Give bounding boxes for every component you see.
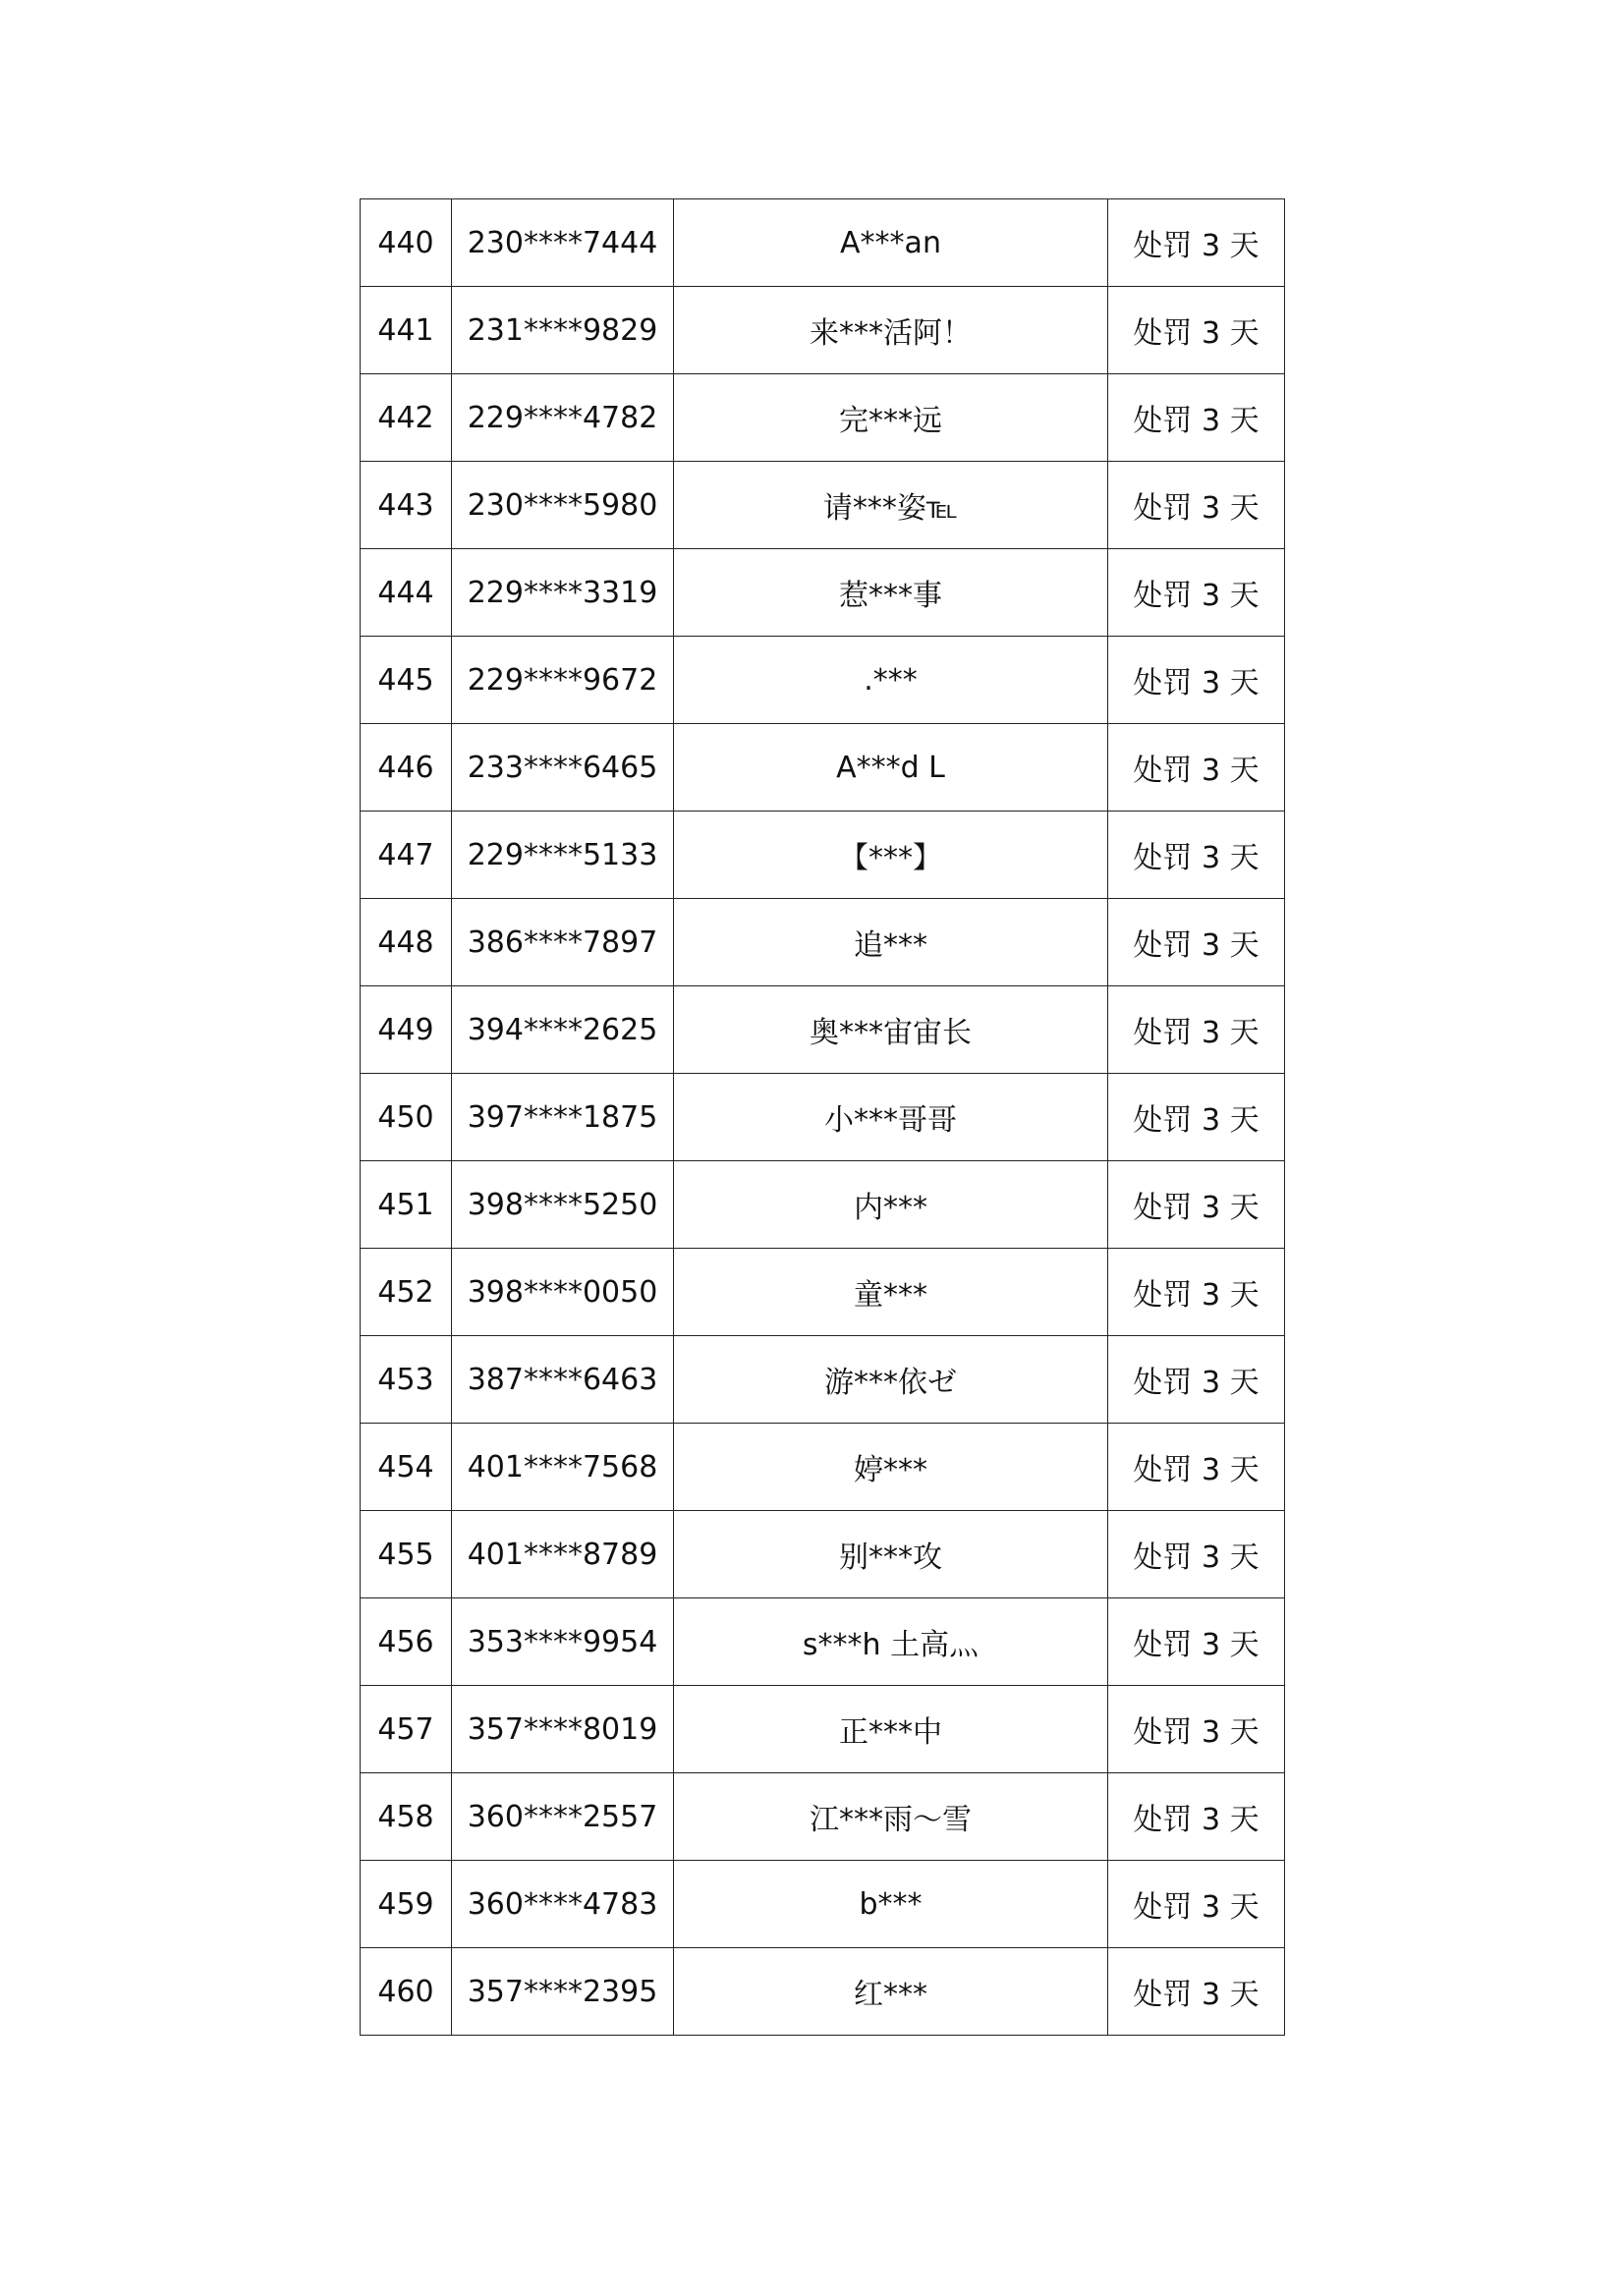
nickname-cell: .***	[674, 637, 1108, 724]
nickname-cell: 别***攻	[674, 1511, 1108, 1598]
penalty-result-cell: 处罚 3 天	[1108, 1249, 1285, 1336]
penalty-result-cell: 处罚 3 天	[1108, 199, 1285, 287]
table-row	[361, 287, 1285, 374]
nickname-cell: b***	[674, 1861, 1108, 1948]
table-row	[361, 812, 1285, 899]
table-row	[361, 1424, 1285, 1511]
table-row	[361, 1861, 1285, 1948]
nickname-cell: 内***	[674, 1161, 1108, 1249]
table-row	[361, 199, 1285, 287]
penalty-result-cell: 处罚 3 天	[1108, 1948, 1285, 2036]
table-row	[361, 1686, 1285, 1773]
user-id-cell: 353****9954	[452, 1598, 674, 1686]
row-index-cell: 451	[361, 1161, 452, 1249]
table-row	[361, 1249, 1285, 1336]
row-index-cell: 445	[361, 637, 452, 724]
penalty-result-cell: 处罚 3 天	[1108, 1424, 1285, 1511]
user-id-cell: 357****2395	[452, 1948, 674, 2036]
user-id-cell: 386****7897	[452, 899, 674, 986]
nickname-cell: 童***	[674, 1249, 1108, 1336]
table-row	[361, 1161, 1285, 1249]
nickname-cell: 来***活阿！	[674, 287, 1108, 374]
nickname-cell: A***an	[674, 199, 1108, 287]
penalty-result-cell: 处罚 3 天	[1108, 1161, 1285, 1249]
penalty-result-cell: 处罚 3 天	[1108, 1074, 1285, 1161]
nickname-cell: 红***	[674, 1948, 1108, 2036]
row-index-cell: 444	[361, 549, 452, 637]
penalty-result-cell: 处罚 3 天	[1108, 1861, 1285, 1948]
penalty-result-cell: 处罚 3 天	[1108, 986, 1285, 1074]
table-row	[361, 899, 1285, 986]
row-index-cell: 443	[361, 462, 452, 549]
row-index-cell: 457	[361, 1686, 452, 1773]
nickname-cell: 完***远	[674, 374, 1108, 462]
user-id-cell: 229****5133	[452, 812, 674, 899]
penalty-result-cell: 处罚 3 天	[1108, 549, 1285, 637]
row-index-cell: 448	[361, 899, 452, 986]
user-id-cell: 398****0050	[452, 1249, 674, 1336]
penalty-result-cell: 处罚 3 天	[1108, 1511, 1285, 1598]
penalty-result-cell: 处罚 3 天	[1108, 724, 1285, 812]
nickname-cell: 追***	[674, 899, 1108, 986]
nickname-cell: 江***雨～雪	[674, 1773, 1108, 1861]
table-row	[361, 374, 1285, 462]
nickname-cell: 【***】	[674, 812, 1108, 899]
table-row	[361, 637, 1285, 724]
user-id-cell: 229****4782	[452, 374, 674, 462]
nickname-cell: 小***哥哥	[674, 1074, 1108, 1161]
user-id-cell: 401****7568	[452, 1424, 674, 1511]
nickname-cell: 奥***宙宙长	[674, 986, 1108, 1074]
user-id-cell: 394****2625	[452, 986, 674, 1074]
row-index-cell: 449	[361, 986, 452, 1074]
table-row	[361, 724, 1285, 812]
penalty-result-cell: 处罚 3 天	[1108, 637, 1285, 724]
penalty-result-cell: 处罚 3 天	[1108, 462, 1285, 549]
row-index-cell: 453	[361, 1336, 452, 1424]
row-index-cell: 442	[361, 374, 452, 462]
row-index-cell: 450	[361, 1074, 452, 1161]
row-index-cell: 458	[361, 1773, 452, 1861]
user-id-cell: 229****3319	[452, 549, 674, 637]
user-id-cell: 231****9829	[452, 287, 674, 374]
nickname-cell: A***d L	[674, 724, 1108, 812]
table-row	[361, 1511, 1285, 1598]
row-index-cell: 460	[361, 1948, 452, 2036]
table-row	[361, 1598, 1285, 1686]
user-id-cell: 360****2557	[452, 1773, 674, 1861]
penalty-table	[360, 198, 1285, 2036]
penalty-result-cell: 处罚 3 天	[1108, 1773, 1285, 1861]
row-index-cell: 459	[361, 1861, 452, 1948]
penalty-result-cell: 处罚 3 天	[1108, 899, 1285, 986]
nickname-cell: 惹***事	[674, 549, 1108, 637]
table-row	[361, 1948, 1285, 2036]
nickname-cell: 请***姿℡	[674, 462, 1108, 549]
user-id-cell: 357****8019	[452, 1686, 674, 1773]
penalty-result-cell: 处罚 3 天	[1108, 812, 1285, 899]
table-body	[361, 199, 1285, 2036]
nickname-cell: 游***依ゼ	[674, 1336, 1108, 1424]
table-row	[361, 462, 1285, 549]
user-id-cell: 229****9672	[452, 637, 674, 724]
row-index-cell: 455	[361, 1511, 452, 1598]
table-row	[361, 986, 1285, 1074]
row-index-cell: 441	[361, 287, 452, 374]
row-index-cell: 447	[361, 812, 452, 899]
row-index-cell: 456	[361, 1598, 452, 1686]
penalty-result-cell: 处罚 3 天	[1108, 287, 1285, 374]
nickname-cell: 婷***	[674, 1424, 1108, 1511]
table-row	[361, 1773, 1285, 1861]
row-index-cell: 452	[361, 1249, 452, 1336]
user-id-cell: 397****1875	[452, 1074, 674, 1161]
penalty-result-cell: 处罚 3 天	[1108, 374, 1285, 462]
user-id-cell: 230****5980	[452, 462, 674, 549]
table-row	[361, 549, 1285, 637]
nickname-cell: 正***中	[674, 1686, 1108, 1773]
nickname-cell: s***h 土高灬	[674, 1598, 1108, 1686]
row-index-cell: 440	[361, 199, 452, 287]
user-id-cell: 233****6465	[452, 724, 674, 812]
user-id-cell: 230****7444	[452, 199, 674, 287]
user-id-cell: 387****6463	[452, 1336, 674, 1424]
penalty-result-cell: 处罚 3 天	[1108, 1686, 1285, 1773]
penalty-result-cell: 处罚 3 天	[1108, 1598, 1285, 1686]
user-id-cell: 401****8789	[452, 1511, 674, 1598]
user-id-cell: 398****5250	[452, 1161, 674, 1249]
table-row	[361, 1074, 1285, 1161]
user-id-cell: 360****4783	[452, 1861, 674, 1948]
penalty-result-cell: 处罚 3 天	[1108, 1336, 1285, 1424]
table-row	[361, 1336, 1285, 1424]
row-index-cell: 446	[361, 724, 452, 812]
row-index-cell: 454	[361, 1424, 452, 1511]
